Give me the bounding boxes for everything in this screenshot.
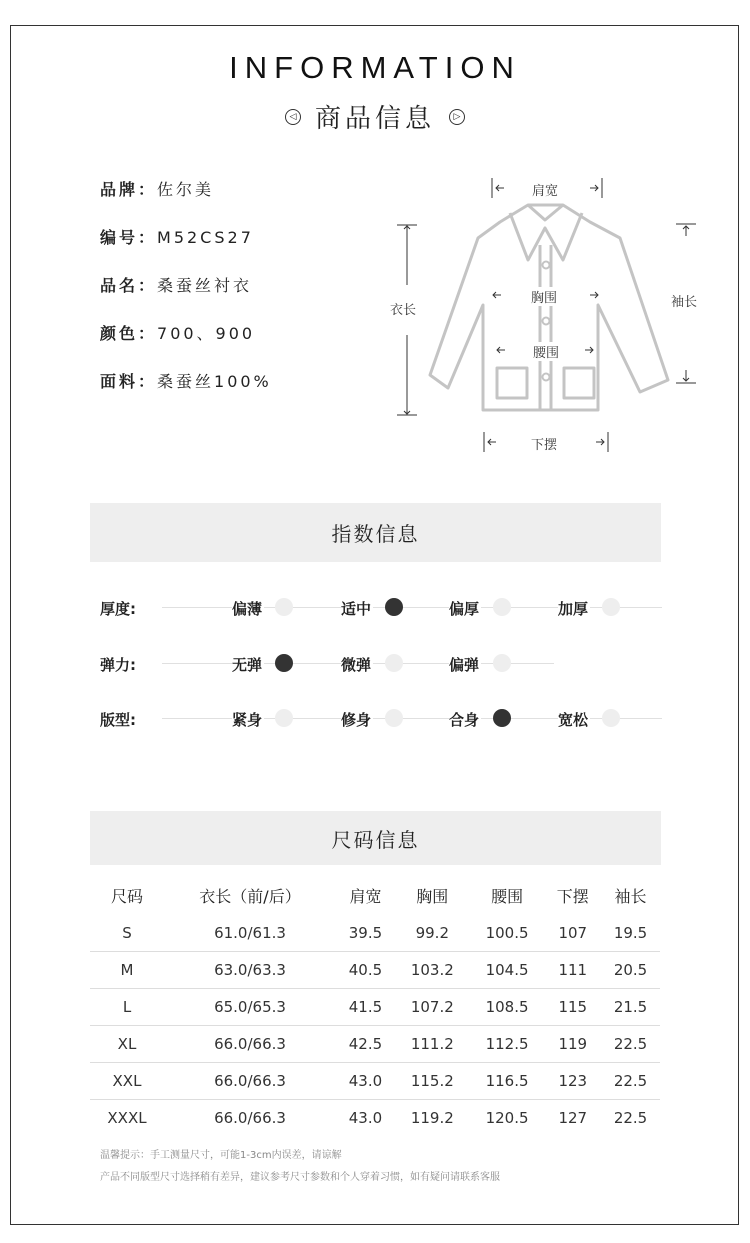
table-cell: 66.0/66.3 bbox=[214, 1109, 286, 1127]
shirt-diagram bbox=[380, 170, 720, 460]
table-row bbox=[90, 1026, 660, 1063]
diagram-label-waist: 腰围 bbox=[533, 342, 559, 361]
size-section-title: 尺码信息 bbox=[90, 811, 661, 865]
index-dot-selected bbox=[493, 709, 511, 727]
index-section-title: 指数信息 bbox=[90, 503, 661, 562]
table-cell: 115.2 bbox=[395, 1063, 470, 1100]
table-cell: 108.5 bbox=[470, 989, 545, 1026]
table-cell: 120.5 bbox=[485, 1109, 529, 1127]
table-cell: XXL bbox=[90, 1063, 164, 1100]
info-value: M52CS27 bbox=[157, 228, 254, 247]
index-dot bbox=[275, 709, 293, 727]
table-cell: 100.5 bbox=[470, 915, 545, 952]
size-header-cell: 衣长（前/后） bbox=[199, 886, 301, 906]
size-header-cell: 胸围 bbox=[416, 886, 449, 906]
index-option: 合身 bbox=[449, 711, 480, 729]
table-row bbox=[90, 989, 660, 1026]
table-cell: 99.2 bbox=[395, 915, 470, 952]
table-cell: 127 bbox=[558, 1109, 588, 1127]
index-option: 偏厚 bbox=[449, 600, 480, 618]
size-header-cell: 肩宽 bbox=[349, 886, 382, 906]
table-cell: 116.5 bbox=[470, 1063, 545, 1100]
table-cell: XXXL bbox=[107, 1109, 147, 1127]
table-cell: 107 bbox=[544, 915, 601, 952]
info-key: 品牌： bbox=[100, 180, 158, 199]
info-key: 编号： bbox=[100, 228, 158, 247]
table-cell: 63.0/63.3 bbox=[164, 952, 336, 989]
table-cell: 65.0/65.3 bbox=[164, 989, 336, 1026]
table-cell: 21.5 bbox=[601, 989, 660, 1026]
table-cell: 39.5 bbox=[336, 915, 395, 952]
table-cell: 22.5 bbox=[601, 1063, 660, 1100]
index-dot bbox=[602, 598, 620, 616]
table-cell: 123 bbox=[544, 1063, 601, 1100]
table-cell: 66.0/66.3 bbox=[164, 1026, 336, 1063]
index-option: 无弹 bbox=[232, 656, 263, 674]
info-name bbox=[100, 273, 252, 296]
left-arrow-icon: ◁ bbox=[285, 109, 301, 125]
table-row bbox=[90, 915, 660, 952]
table-cell: 115 bbox=[544, 989, 601, 1026]
size-header-cell: 袖长 bbox=[614, 886, 647, 906]
info-value: 佐尔美 bbox=[157, 180, 215, 199]
size-header-cell: 下摆 bbox=[556, 886, 589, 906]
table-cell: 107.2 bbox=[395, 989, 470, 1026]
index-option: 紧身 bbox=[232, 711, 263, 729]
table-row bbox=[90, 1100, 660, 1137]
index-option: 加厚 bbox=[558, 600, 589, 618]
table-cell: 19.5 bbox=[601, 915, 660, 952]
title-chinese bbox=[0, 98, 750, 135]
index-label-thickness: 厚度: bbox=[100, 600, 136, 618]
title-chinese-text: 商品信息 bbox=[314, 104, 435, 134]
title-english: INFORMATION bbox=[229, 50, 521, 85]
diagram-label-chest: 胸围 bbox=[531, 287, 557, 306]
table-cell: 22.5 bbox=[601, 1026, 660, 1063]
index-label-fit: 版型: bbox=[100, 711, 136, 729]
index-dot bbox=[385, 654, 403, 672]
index-dot bbox=[385, 709, 403, 727]
index-dot bbox=[493, 654, 511, 672]
index-dot bbox=[493, 598, 511, 616]
info-code bbox=[100, 225, 254, 248]
info-key: 面料： bbox=[100, 372, 158, 391]
table-cell: L bbox=[90, 989, 164, 1026]
size-table-header bbox=[90, 875, 660, 915]
table-cell: 41.5 bbox=[336, 989, 395, 1026]
table-cell: 104.5 bbox=[470, 952, 545, 989]
shirt-outline-icon bbox=[380, 170, 720, 460]
table-cell: 42.5 bbox=[336, 1026, 395, 1063]
tip-line-2: 产品不同版型尺寸选择稍有差异，建议参考尺寸参数和个人穿着习惯，如有疑问请联系客服 bbox=[100, 1172, 500, 1183]
info-color bbox=[100, 321, 255, 344]
table-cell: 103.2 bbox=[395, 952, 470, 989]
table-cell: 111 bbox=[544, 952, 601, 989]
table-cell: S bbox=[90, 915, 164, 952]
info-fabric bbox=[100, 369, 272, 392]
table-cell: M bbox=[90, 952, 164, 989]
table-cell: 20.5 bbox=[601, 952, 660, 989]
table-row bbox=[90, 1063, 660, 1100]
table-cell: 112.5 bbox=[470, 1026, 545, 1063]
table-cell: 119.2 bbox=[410, 1109, 454, 1127]
diagram-label-sleeve: 袖长 bbox=[671, 295, 698, 310]
table-cell: 22.5 bbox=[613, 1109, 648, 1127]
diagram-label-hem: 下摆 bbox=[531, 438, 558, 453]
size-header-cell: 尺码 bbox=[110, 886, 143, 906]
info-value: 桑蚕丝100% bbox=[157, 372, 272, 391]
tip-line-1: 温馨提示：手工测量尺寸，可能1-3cm内误差，请谅解 bbox=[100, 1150, 342, 1161]
table-cell: 66.0/66.3 bbox=[164, 1063, 336, 1100]
info-brand bbox=[100, 177, 214, 200]
info-value: 700、900 bbox=[157, 324, 256, 343]
info-key: 品名： bbox=[100, 276, 158, 295]
info-value: 桑蚕丝衬衣 bbox=[157, 276, 253, 295]
table-cell: 40.5 bbox=[336, 952, 395, 989]
table-cell: 43.0 bbox=[336, 1063, 395, 1100]
table-cell: 43.0 bbox=[348, 1109, 383, 1127]
table-row bbox=[90, 952, 660, 989]
info-key: 颜色： bbox=[100, 324, 158, 343]
table-cell: 111.2 bbox=[395, 1026, 470, 1063]
table-cell: 119 bbox=[544, 1026, 601, 1063]
diagram-label-length: 衣长 bbox=[390, 303, 417, 318]
table-cell: XL bbox=[90, 1026, 164, 1063]
index-option: 宽松 bbox=[558, 711, 589, 729]
right-arrow-icon: ▷ bbox=[449, 109, 465, 125]
size-header-cell: 腰围 bbox=[491, 886, 524, 906]
index-dot-selected bbox=[275, 654, 293, 672]
index-dot bbox=[602, 709, 620, 727]
index-option: 偏弹 bbox=[449, 656, 480, 674]
table-cell: 61.0/61.3 bbox=[164, 915, 336, 952]
index-dot-selected bbox=[385, 598, 403, 616]
index-option: 适中 bbox=[341, 600, 372, 618]
size-table bbox=[90, 875, 660, 1136]
index-label-elasticity: 弹力: bbox=[100, 656, 136, 674]
index-option: 微弹 bbox=[341, 656, 372, 674]
index-option: 修身 bbox=[341, 711, 372, 729]
diagram-label-shoulder: 肩宽 bbox=[532, 184, 559, 199]
index-dot bbox=[275, 598, 293, 616]
index-option: 偏薄 bbox=[232, 600, 263, 618]
